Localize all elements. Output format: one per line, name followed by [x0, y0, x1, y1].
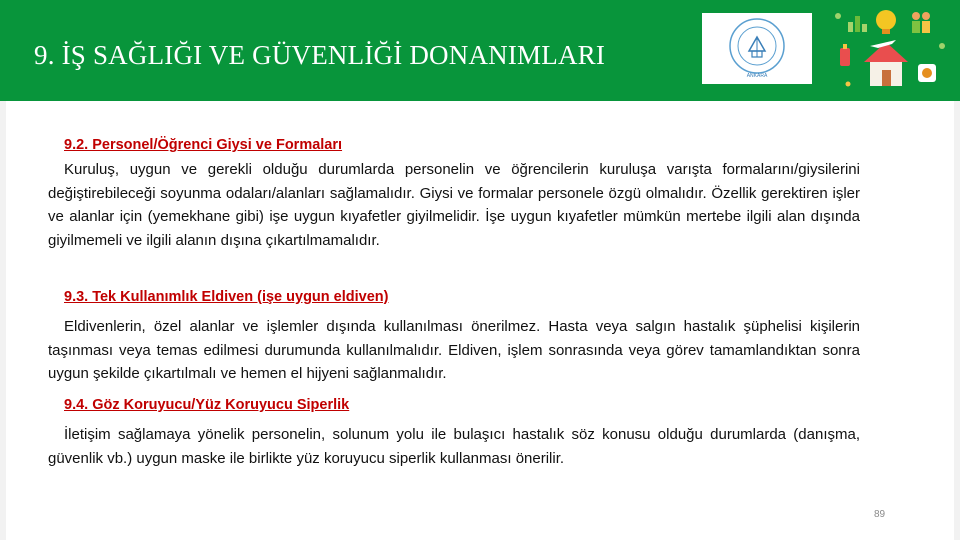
content-area: [0, 101, 960, 540]
section-heading-siperlik: 9.4. Göz Koruyucu/Yüz Koruyucu Siperlik: [64, 397, 350, 413]
bottle-icon: [840, 44, 850, 66]
lightbulb-icon: [876, 10, 896, 34]
section-body-giysi: Kuruluş, uygun ve gerekli olduğu durumlarda personelin ve öğrencilerin kuruluşa varışta formalarını/giysilerini değiştirebileceği soyunma odaları/alanları sağlamalıdır. Giysi ve formalar personele özgü olmalıdır. Özellik gerektiren işler ve alanlar için (yemekhane gibi) işe uygun kıyafetler giyilmelidir. İşe uygun kıyafetler mümkün mertebe ilgili alan dışında giyilmemeli ve ilgili alanın dışına çıkartılmamalıdır.: [48, 161, 860, 249]
stamp-icon: [918, 64, 936, 82]
decoration-icons: [818, 0, 960, 101]
section-heading-eldiven: 9.3. Tek Kullanımlık Eldiven (işe uygun eldiven): [64, 289, 389, 305]
logo: [702, 13, 812, 84]
house-icon: [864, 42, 908, 86]
section-body-eldiven: Eldivenlerin, özel alanlar ve işlemler dışında kullanılması önerilmez. Hasta veya salgın hastalık şüphelisi kişilerin taşınması veya temas edilmesi durumunda kullanılmalıdır. Eldiven, işlem sonrasında veya görev tamamlandıktan sonra uygun şekilde çıkartılmalı ve hemen el hijyeni sağlanmalıdır.: [48, 318, 860, 382]
section-body-siperlik: İletişim sağlamaya yönelik personelin, solunum yolu ile bulaşıcı hastalık söz konusu olduğu durumlarda (danışma, güvenlik vb.) uygun maske ile birlikte yüz koruyucu siperlik kullanması önerilir.: [48, 426, 860, 467]
header-bar: [0, 0, 960, 101]
users-icon: [912, 12, 930, 33]
section-heading-giysi: 9.2. Personel/Öğrenci Giysi ve Formaları: [64, 137, 343, 153]
page-title: 9. İŞ SAĞLIĞI VE GÜVENLİĞİ DONANIMLARI: [34, 40, 606, 70]
page-number: 89: [874, 509, 886, 520]
school-emblem-icon: [702, 13, 812, 84]
logo-text: ANKARA: [746, 73, 768, 79]
chart-icon: [848, 16, 867, 32]
